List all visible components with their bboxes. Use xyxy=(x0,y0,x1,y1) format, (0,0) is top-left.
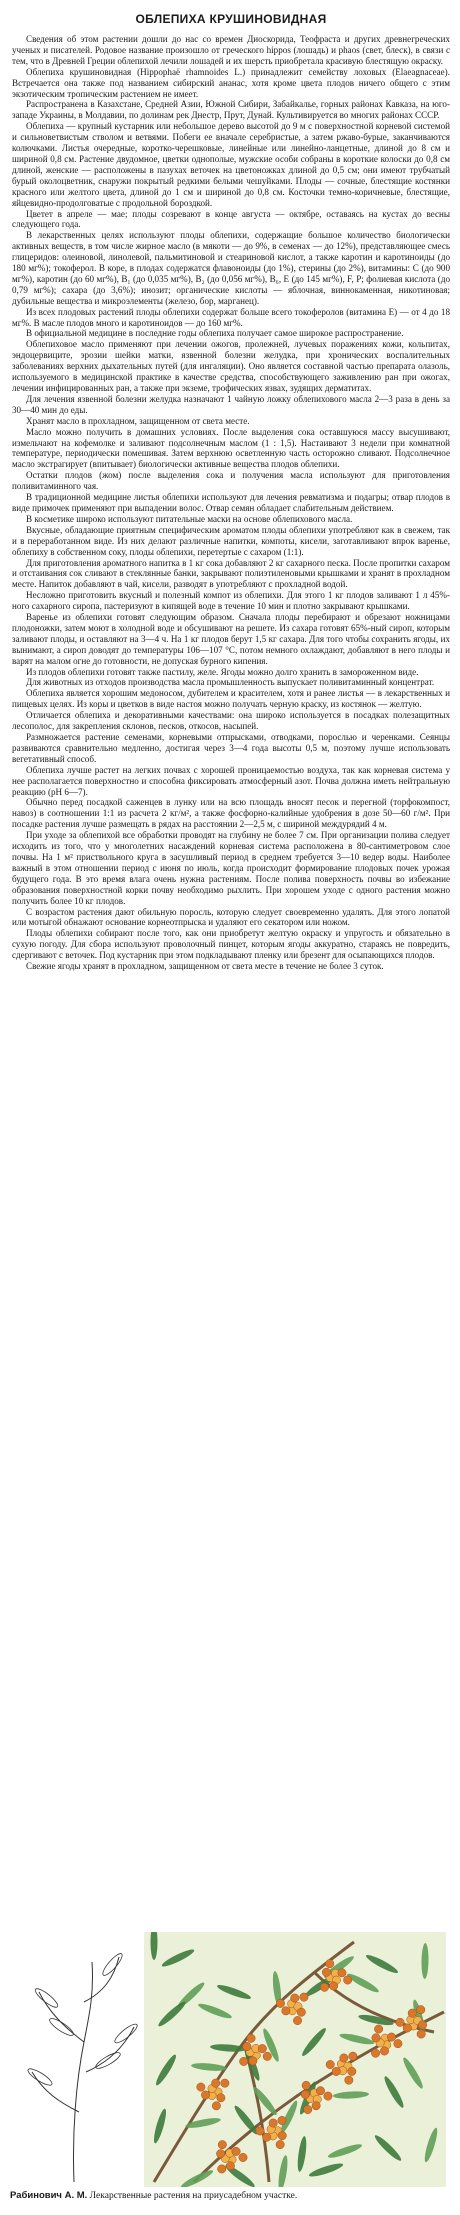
berry xyxy=(243,2042,251,2050)
berry xyxy=(249,2057,257,2065)
berry xyxy=(332,2067,340,2075)
article-paragraph: В традиционной медицине листья облепихи используют для лечения ревматизма и подагры; отвар плодов в виде примочек применяют при выпадении волос. Отвар семян обладает слабительным действием. xyxy=(12,492,450,513)
berry xyxy=(302,2081,310,2089)
article-paragraph: Цветет в апреле — мае; плоды созревают в конце августа — октябре, оставаясь на кустах до весны следующего года. xyxy=(12,208,450,230)
article-paragraph: Сведения об этом растении дошли до нас со времен Диоскорида, Теофраста и других древнегреческих ученых и писателей. Родовое название произошло от греческого hippos (лошадь) и phaos (свет, блеск), в связи с тем, что в Древней Греции облепихой лечили лошадей и их шерсть приобретала красивую блестящую окраску. xyxy=(12,34,450,66)
berry xyxy=(301,2090,309,2098)
berry xyxy=(387,2033,395,2041)
berry xyxy=(282,2007,290,2015)
article-paragraph: В косметике широко используют питательные маски на основе облепихового масла. xyxy=(26,513,353,524)
article-paragraph: Несложно приготовить вкусный и полезный компот из облепихи. Для этого 1 кг плодов заливают 1 л 45%-ного сахарного сиропа, пастеризуют в кипящей воде в течение 10 мин и плотно закрывают крышками. xyxy=(12,590,450,612)
article-paragraph: Облепиха лучше растет на легких почвах с хорошей проницаемостью воздуха, так как корневая система у нее располагается поверхностно и способна фиксировать атмосферный азот. Почва должна иметь нейтральную реакцию (рН 6—7). xyxy=(12,764,450,797)
berry xyxy=(329,1982,337,1990)
berry xyxy=(269,2119,277,2127)
berry xyxy=(380,2047,388,2055)
berry xyxy=(371,2049,379,2057)
berry xyxy=(212,2102,220,2110)
berry xyxy=(221,2079,229,2087)
berry xyxy=(258,2044,266,2052)
berry xyxy=(417,2006,425,2014)
line-drawing-panel xyxy=(14,1932,144,2187)
berry xyxy=(320,1983,328,1991)
berry xyxy=(263,2133,271,2141)
berry xyxy=(348,2067,356,2075)
berry xyxy=(291,1994,299,2002)
berry xyxy=(417,2030,425,2038)
berry xyxy=(343,1976,351,1984)
article-paragraph: Облепиха является хорошим медоносом, дубителем и красителем, хотя и ранее листья — в лекарственных и пищевых целях. Из коры и цветков в виде настоя можно получать черную краску, из костянок — желтую. xyxy=(12,688,450,710)
berry xyxy=(247,2034,255,2042)
sea-buckthorn-illustration xyxy=(14,1932,446,2187)
berry xyxy=(201,2091,209,2099)
figure-caption xyxy=(10,2190,452,2201)
berry xyxy=(349,2052,357,2060)
berry xyxy=(239,2153,247,2161)
article-paragraph: Для животных из отходов производства масла промышленность выпускает поливитаминный концентрат. xyxy=(26,677,435,688)
berry xyxy=(278,2131,286,2139)
berry xyxy=(217,2094,225,2102)
article-title: ОБЛЕПИХА КРУШИНОВИДНАЯ xyxy=(135,12,327,26)
article-paragraph: Плоды облепихи собирают после того, как они приобретут желтую окраску и упругость и обязательно в сухую погоду. Для сбора используют проволочный пинцет, которым ягоды аккуратно, стараясь не повредить, сдергивают с веточек. Под кустарник при этом подкладывают пленку или брезент для осыпающихся плодов. xyxy=(12,928,450,961)
article-paragraph: Распространена в Казахстане, Средней Азии, Южной Сибири, Забайкалье, горных районах Кавказа, на юго-западе Украины, в Молдавии, по долинам рек Днестр, Прут, Дунай. Культивируется во многих районах СССР. xyxy=(12,99,450,121)
berry xyxy=(372,2034,380,2042)
caption-author: Рабинович А. М. xyxy=(10,2190,88,2201)
berry xyxy=(216,2150,224,2158)
berry xyxy=(374,2025,382,2033)
article-paragraph: Хранят масло в прохладном, защищенном от света месте. xyxy=(26,415,250,426)
berry xyxy=(325,1959,333,1967)
berry xyxy=(278,2116,286,2124)
berry xyxy=(396,2018,404,2026)
article-paragraph: Размножается растение семенами, корневыми отпрысками, отводками, порослью и черенками. Сеянцы развиваются сравнительно медленно, достигая через 3—4 года высоты 0,5 м, поэтому лучше использовать вегетативный способ. xyxy=(12,732,450,764)
berry xyxy=(276,1999,284,2007)
berry xyxy=(218,2140,226,2148)
article-body xyxy=(12,34,450,972)
berry xyxy=(276,2140,284,2148)
article-paragraph: Облепиха — крупный кустарник или небольшое дерево высотой до 9 м с поверхностной корневой системой и сильноветвистым стволом и ветвями. Побеги ее вначале серебристые, а затем ржаво-бурые, заканчиваются колючками. Листья очередные, коротко-черешковые, линейные или линейно-ланцетные, длиной до 8 см и шириной 0,8 см. Растение двудомное, цветки однополые, мужские особи собраны в короткие колоски до 0,8 см длиной, женские — расположены в пазухах веточек на цветоножках длиной до 0,5 см; они имеют трубчатый бурый околоцветник, снаружи покрытый редкими белыми чешуйками. Плоды — сочные, блестящие костянки красного или желтого цвета, длиной до 1 см и шириной до 0,8 см. Косточки темно-коричневые, блестящие, яйцевидно-продолговатые с продольной бороздкой. xyxy=(12,121,450,208)
berry xyxy=(394,2039,402,2047)
berry xyxy=(408,2009,416,2017)
berry xyxy=(263,2052,271,2060)
berry xyxy=(293,2016,301,2024)
berry xyxy=(297,2008,305,2016)
article-paragraph: Вкусные, обладающие приятным специфическим ароматом плоды облепихи употребляют как в свежем, так и в переработанном виде. Из них делают различные напитки, компоты, кисели, заготавливают впрок варенье, облепиху в собственном соку, плоды облепихи, перетертые с сахаром (1:1). xyxy=(12,524,450,557)
berry xyxy=(300,1993,308,2001)
berry xyxy=(326,2060,334,2068)
article-paragraph: Облепиховое масло применяют при лечении ожогов, пролежней, лучевых поражениях кожи, кольпитах, эндоцервиците, эрозии шейки матки, язвенной болезни желудка, при хронических воспалительных заболеваниях верхних дыхательных путей (для ингаляции). Оно является составной частью препарата олазоль, используемого в медицинской практике в качестве средства, способствующего заживлению ран при ожогах, лечении инфицированных ран, а также при экземе, трофических язвах, зудящих дерматитах. xyxy=(12,339,450,393)
article-paragraph: Из всех плодовых растений плоды облепихи содержат больше всего токоферолов (витамина Е) — от 4 до 18 мг%. В масле плодов много и каротиноидов — до 160 мг%. xyxy=(12,306,450,328)
article-paragraph: Облепиха крушиновидная (Hippophaë rhamnoides L.) принадлежит семейству лоховых (Elaeagnaceae). Встречается она также под названием сибирский ананас, хотя кроме цвета плодов ничего общего с этим экзотическим тропическим растением не имеет. xyxy=(12,66,450,99)
sea-buckthorn-branch-icon xyxy=(14,1932,446,2187)
berry xyxy=(211,2079,219,2087)
berry xyxy=(322,1968,330,1976)
article-paragraph: Из плодов облепихи готовят также пастилу, желе. Ягоды можно долго хранить в замороженном виде. xyxy=(26,666,419,677)
article-paragraph: Масло можно получить в домашних условиях. После выделения сока оставшуюся массу высушивают, измельчают на кофемолке и заливают подсолнечным маслом (1 : 1,5). Настаивают 3 недели при комнатной температуре, периодически помешивая. Затем верхнюю осветленную часть осторожно сливают. Подсолнечное масло экстрагирует (впитывает) биологически активные вещества плодов облепихи. xyxy=(12,426,450,470)
article-paragraph: Варенье из облепихи готовят следующим образом. Сначала плоды перебирают и обрезают ножницами плодоножки, затем моют в холодной воде и обсушивают на решете. Из сахара готовят 65%-ный сироп, которым заливают плоды, и оставляют на 3—4 ч. На 1 кг плодов берут 1,5 кг сахара. Для того чтобы сохранить ягоды, их вынимают, а сироп доводят до температуры 106—107 °С, потом немного охлаждают, добавляют в него плоды и варят на малом огне до готовности, не допуская бурного кипения. xyxy=(12,612,450,666)
berry xyxy=(316,2087,324,2095)
article-paragraph: Для лечения язвенной болезни желудка назначают 1 чайную ложку облепихового масла 2—3 раза в день за 30—40 мин до еды. xyxy=(12,393,450,415)
berry xyxy=(239,2057,247,2065)
berry xyxy=(304,2105,312,2113)
berry xyxy=(218,2165,226,2173)
article-paragraph: Для приготовления ароматного напитка в 1 кг сока добавляют 2 кг сахарного песка. После пропитки сахаром и отстаивания сок сливают в стеклянные банки, закрывают полиэтиленовыми крышками и хранят в прохладном месте. Напиток добавляют в чай, кисели, разводят в употребляют с прохладной водой. xyxy=(12,557,450,590)
berry xyxy=(403,2024,411,2032)
berry xyxy=(324,2092,332,2100)
berry xyxy=(226,2162,234,2170)
berry xyxy=(418,2021,426,2029)
article-paragraph: Отличается облепиха и декоративными качествами: она широко используется в посадках полезащитных лесополос, для закрепления склонов, песков, откосов, насыпей. xyxy=(12,710,450,732)
berry xyxy=(340,2054,348,2062)
article-paragraph: Обычно перед посадкой саженцев в лунку или на всю площадь вносят песок и перегной (торфокомпост, навоз) в соотношении 1:1 из расчета 2 кг/м², а также фосфорно-калийные удобрения в дозе 50—60 г/м². При посадке растения лучше размещать в рядах на расстоянии 2—2,5 м, с шириной междурядий 4 м. xyxy=(12,797,450,830)
berry xyxy=(232,2147,240,2155)
article-paragraph: При уходе за облепихой все обработки проводят на глубину не более 7 см. При организации полива следует исходить из того, что у многолетних насаждений корневая система расположена в 80-сантиметровом слое почвы. На 1 м² приствольного круга в засушливый период в среднем требуется 3—10 ведер воды. Наиболее важный в этом отношении период с июня по июль, когда происходит формирование плодовых почек урожая будущего года. В это время влага очень нужна растениям. После полива поверхность почвы во избежание образования поверхностной корки почву необходимо рыхлить. При хорошем уходе с одного растения можно получить более 10 кг плодов. xyxy=(12,830,450,906)
caption-source: Лекарственные растения на приусадебном участке. xyxy=(89,2191,298,2201)
berry xyxy=(338,1969,346,1977)
article-paragraph: В лекарственных целях используют плоды облепихи, содержащие большое количество биологически активных веществ, в том числе жирное масло (в мякоти — до 9%, в семенах — до 12%), представляющее смесь глицеридов: олеиновой, линолевой, пальмитиновой и стеариновой кислот, а также каротин и каротиноиды (до 180 мг%); токоферол. В коре, в плодах содержатся флавоноиды (до 1%), стерины (до 2%), витамины: С (до 900 мг%), каротин (до 60 мг%), B₁ (до 0,035 мг%), B₂ (до 0,056 мг%), B₆, Е (до 145 мг%), F, P; фолиевая кислота (до 0,79 мг%); сахара (до 3,6%); инозит; органические кислоты — яблочная, виннокаменная, никотиновая; дубильные вещества и микроэлементы (железо, бор, марганец). xyxy=(12,230,450,306)
berry xyxy=(256,2127,264,2135)
berry xyxy=(197,2083,205,2091)
berry xyxy=(312,2102,320,2110)
article-paragraph: С возрастом растения дают обильную поросль, которую следует своевременно удалять. Для этого лопатой или мотыгой обнажают основание корнеотпрыска и удаляют его секатором или ножом. xyxy=(12,906,450,928)
berry xyxy=(345,2076,353,2084)
article-paragraph: Остатки плодов (жом) после выделения сока и получения масла используют для приготовления поливитаминного чая. xyxy=(12,470,450,492)
article-paragraph: В официальной медицине в последние годы облепиха получает самое широкое распространение. xyxy=(26,328,404,339)
article-paragraph: Свежие ягоды хранят в прохладном, защищенном от света месте в течение не более 3 суток. xyxy=(26,961,384,972)
